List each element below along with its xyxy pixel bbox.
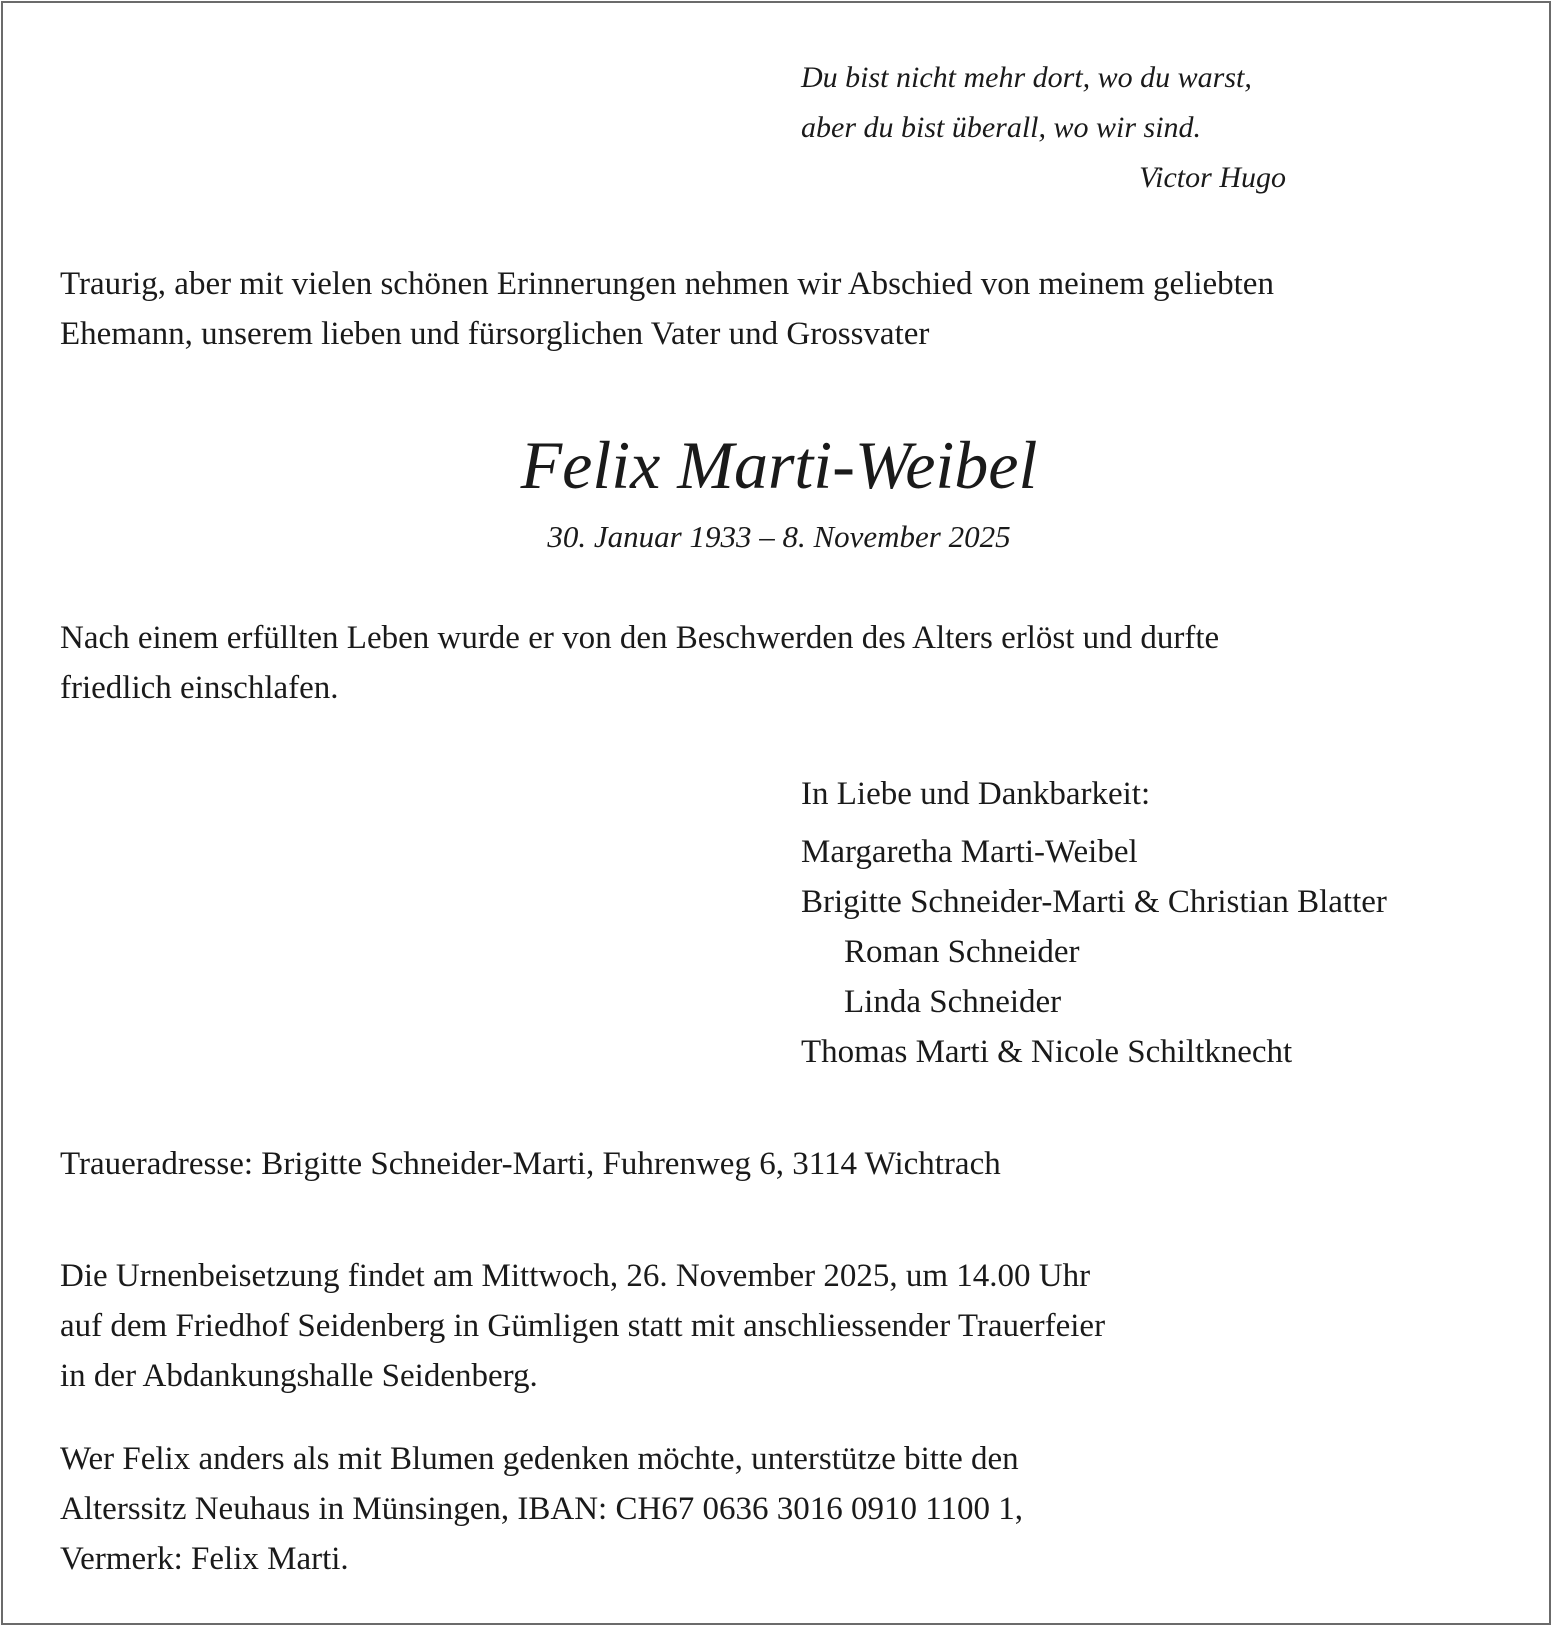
family-heading: In Liebe und Dankbarkeit: <box>801 776 1151 812</box>
family-member: Thomas Marti & Nicole Schiltknecht <box>801 1034 1293 1070</box>
family-member: Roman Schneider <box>844 934 1080 970</box>
family-member: Margaretha Marti-Weibel <box>801 834 1138 870</box>
quote-line: Du bist nicht mehr dort, wo du warst, <box>801 61 1252 94</box>
ceremony-paragraph <box>60 1251 1105 1401</box>
mourning-address <box>60 1139 1001 1189</box>
intro-paragraph <box>60 259 1274 359</box>
family-signatures <box>801 769 1387 1077</box>
donation-line: Wer Felix anders als mit Blumen gedenken möchte, unterstütze bitte den <box>60 1441 1019 1477</box>
quote-author: Victor Hugo <box>1139 161 1286 194</box>
address-line: Traueradresse: Brigitte Schneider-Marti, Fuhrenweg 6, 3114 Wichtrach <box>60 1146 1001 1182</box>
ceremony-line: in der Abdankungshalle Seidenberg. <box>60 1358 538 1394</box>
life-paragraph <box>60 613 1219 713</box>
life-line: Nach einem erfüllten Leben wurde er von den Beschwerden des Alters erlöst und durfte <box>60 620 1220 656</box>
intro-line: Traurig, aber mit vielen schönen Erinnerungen nehmen wir Abschied von meinem geliebten <box>60 266 1274 302</box>
ceremony-line: auf dem Friedhof Seidenberg in Gümligen statt mit anschliessender Trauerfeier <box>60 1308 1106 1344</box>
life-dates: 30. Januar 1933 – 8. November 2025 <box>547 519 1011 554</box>
ceremony-line: Die Urnenbeisetzung findet am Mittwoch, 26. November 2025, um 14.00 Uhr <box>60 1258 1091 1294</box>
deceased-name: Felix Marti-Weibel <box>520 427 1038 503</box>
quote-line: aber du bist überall, wo wir sind. <box>801 111 1202 144</box>
family-member: Linda Schneider <box>844 984 1062 1020</box>
intro-line: Ehemann, unserem lieben und fürsorglichen Vater und Grossvater <box>60 316 930 352</box>
obituary-notice <box>1 1 1551 1625</box>
donation-line: Vermerk: Felix Marti. <box>60 1541 349 1577</box>
donation-line: Alterssitz Neuhaus in Münsingen, IBAN: CH67 0636 3016 0910 1100 1, <box>60 1491 1024 1527</box>
donation-paragraph <box>60 1434 1023 1584</box>
life-line: friedlich einschlafen. <box>60 670 339 706</box>
family-member: Brigitte Schneider-Marti & Christian Blatter <box>801 884 1387 920</box>
epigraph-quote <box>801 53 1321 203</box>
